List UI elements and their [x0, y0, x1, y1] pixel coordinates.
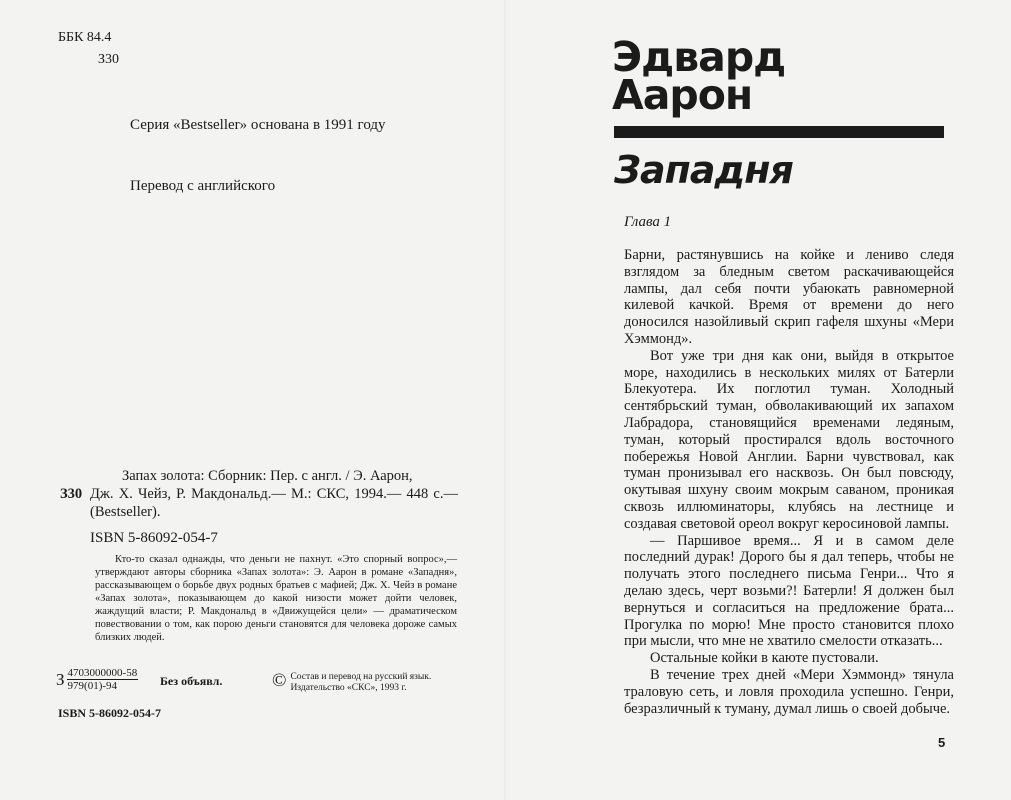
- publishing-fraction: [56, 667, 138, 692]
- page-number: 5: [938, 735, 946, 750]
- copyright-block: [272, 672, 458, 694]
- catalog-code: З30: [98, 52, 120, 67]
- author-name: [612, 33, 786, 119]
- no-advert-note: Без объявл.: [160, 674, 223, 688]
- copyright-text: Состав и перевод на русский язык. Издательство «СКС», 1993 г.: [290, 672, 432, 693]
- paragraph: Барни, растянувшись на койке и лениво следя взглядом за бледным светом раскачивающейся лампы, дал себя почти убаюкать равномерной килевой качкой. Время от времени до него доносился назойливый скрип гафеля шхуны «Мери Хэммонд».: [624, 247, 954, 347]
- author-first-name: Эдвард: [612, 33, 786, 81]
- annotation: Кто-то сказал однажды, что деньги не пахнут. «Это спорный вопрос»,— утверждают авторы сборника «Запах золота»: Э. Аарон в романе «Западня», рассказывающем о борьбе двух родных братьев с мафией; Дж. Х. Чейз в романе «Запах золота», показывающем до какой низости может дойти человек, жаждущий власти; Р. Макдональд в «Движущейся цели» — драматическом повествовании о том, как порою деньги становятся для человека дороже самых близких людей.: [95, 554, 457, 643]
- bibliographic-code: З30: [60, 486, 83, 502]
- bibliographic-record: [60, 467, 458, 521]
- series-note: Серия «Bestseller» основана в 1991 году: [130, 117, 386, 133]
- book-title: Западня: [614, 148, 793, 192]
- title-rule: [614, 126, 944, 138]
- fraction-prefix: З: [56, 669, 65, 689]
- chapter-text: [624, 247, 954, 717]
- chapter-heading: Глава 1: [624, 214, 672, 230]
- bibliographic-rest: Дж. Х. Чейз, Р. Макдональд.— М.: СКС, 1994.— 448 с.— (Bestseller).: [90, 486, 458, 520]
- paragraph: Вот уже три дня как они, выйдя в открытое море, находились в нескольких милях от Батерли Блекуотера. Их поглотил туман. Холодный сентябрьский туман, обволакивающий их запахом Лабрадора, становящийся временами ледяным, туман, который простирался вдоль восточного побережья Новой Англии. Барни чувствовал, как туман пронизывал его насквозь. Он был повсюду, окутывая шхуну своим мокрым саваном, проникая сквозь иллюминаторы, клубясь на лестнице и создавая световой ореол вокруг керосиновой лампы.: [624, 347, 954, 532]
- copyright-icon: ©: [272, 670, 287, 691]
- bibliographic-first-line: Запах золота: Сборник: Пер. с англ. / Э. Аарон,: [122, 468, 413, 484]
- translation-note: Перевод с английского: [130, 178, 276, 194]
- fraction-numerator: 4703000000-58: [67, 667, 138, 679]
- author-last-name: Аарон: [612, 71, 753, 119]
- paragraph: В течение трех дней «Мери Хэммонд» тянула траловую сеть, и ловля проходила успешно. Генри, безразличный к туману, думал лишь о своей добыче.: [624, 666, 954, 717]
- paragraph: — Паршивое время... Я и в самом деле последний дурак! Дорого бы я дал теперь, чтобы не получать этого последнего письма Генри... Что я делаю здесь, черт возьми?! Батерли! Я должен был вернуться и согласиться на предложение брата... Прогулка по морю! Мне просто становится плохо при мысли, что мне не хватило смелости отказать...: [624, 532, 954, 650]
- fraction-denominator: 979(01)-94: [67, 680, 118, 692]
- right-page: [506, 0, 1011, 800]
- paragraph: Остальные койки в каюте пустовали.: [650, 650, 879, 667]
- isbn-bottom: ISBN 5-86092-054-7: [58, 706, 162, 720]
- isbn-line: ISBN 5-86092-054-7: [90, 530, 218, 546]
- bbk-index: ББК 84.4: [58, 30, 112, 45]
